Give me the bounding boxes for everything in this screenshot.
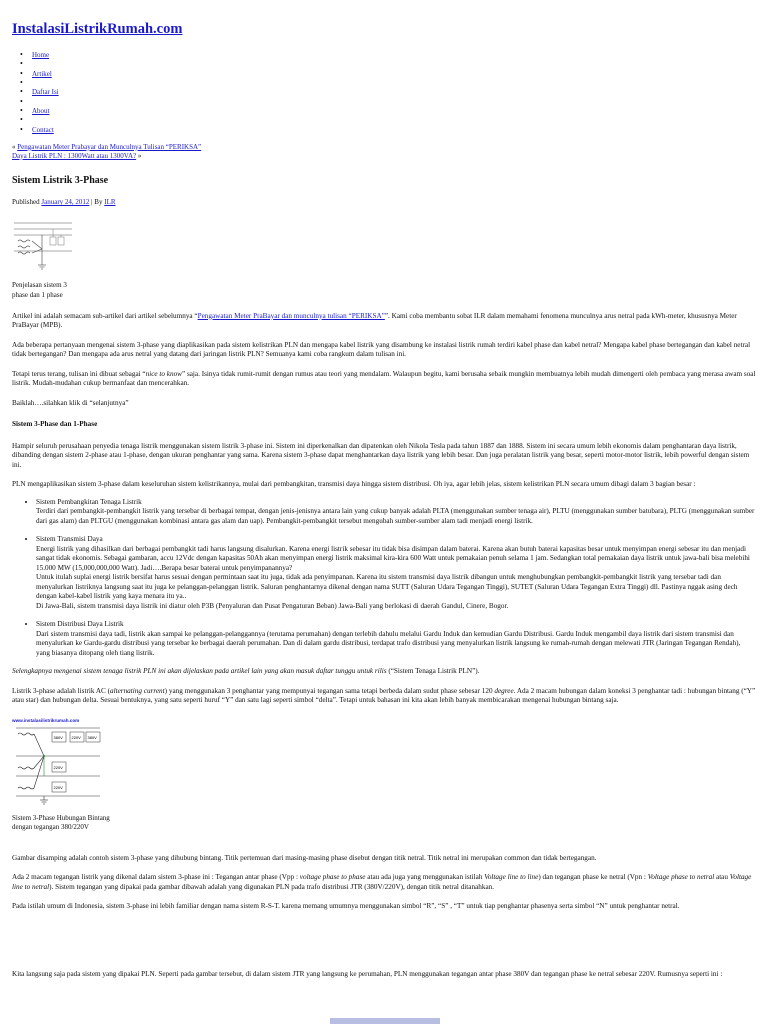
list-item-body: Untuk itulah suplai energi listrik bersifat harus sesuai dengan permintaan saat itu juga, tidak ada penyimpanan. Karena itu sistem transmisi daya listrik dibangun untuk menghubungkan pembangkit-pembangkit listrik yang tersebar tadi dan menyalurkan listriknya langsung saat itu juga ke pelanggan-pelanggan listrik. Saluran penghantarnya dikenal dengan nama SUTT (Saluran Udara Tegangan Tinggi), SUTET (Saluran Udara Tegangan Extra Tinggi) dll. Pastinya nggak asing dech dengan kabel-kabel listrik yang kaya menara itu ya.. xyxy=(36,573,738,601)
next-suffix: » xyxy=(136,151,142,160)
text-post: ” saja. Isinya tidak rumit-rumit dengan rumus atau teori yang mendalam. Walaupun begitu, kami berusaha sebaik mungkin membuatnya lebih mudah dimengerti oleh pembaca yang merasa awam soal listrik. Mudah-mudahan cukup bermanfaat dan mencerahkan. xyxy=(12,369,756,388)
nav-item[interactable] xyxy=(20,70,756,79)
paragraph: Hampir seluruh perusahaan penyedia tenaga listrik menggunakan sistem listrik 3-phase ini. Sistem ini diperkenalkan dan dipatenkan oleh Nikola Tesla pada tahun 1887 dan 1888. Sistem ini secara umum lebih ekonomis dalam penghantaran daya listrik, dibanding dengan sistem 2-phase atau 1-phase, dengan ukuran penghantar yang sama. Karena sistem 3-phase dapat menghantarkan daya listrik yang lebih besar. Dan juga peralatan listrik yang besar, seperti motor-motor listrik, lebih powerful dengan sistem ini. xyxy=(12,441,750,469)
intro-link[interactable]: Pengawatan Meter PraBayar dan munculnya tulisan “PERIKSA” xyxy=(197,311,385,320)
nav-item[interactable] xyxy=(20,51,756,60)
section-heading: Sistem 3-Phase dan 1-Phase xyxy=(12,420,98,429)
paragraph: Kita langsung saja pada sistem yang dipakai PLN. Seperti pada gambar tersebut, di dalam sistem JTR yang langsung ke perumahan, PLN menggunakan tegangan antar phase 380V dan tegangan phase ke netral sebesar 220V. Rumusnya seperti ini : xyxy=(12,969,723,978)
three-phase-diagram-image[interactable] xyxy=(12,221,74,271)
nav-link[interactable]: Daftar Isi xyxy=(32,88,59,97)
pln-system-list xyxy=(12,498,756,659)
meta-by: | By xyxy=(89,198,105,207)
list-item-body: Dari sistem transmisi daya tadi, listrik akan sampai ke pelanggan-pelanggannya (terutama perumahan) dengan terlebih dahulu melalui Gardu Induk dan kemudian Gardu Distribusi. Gardu Induk mengambil daya listrik dari sistem transmisi dan menyalurkan ke Gardu-gardu distribusi yang tersebar ke berbagai daerah perumahan. Dan di dalam gardu distribusi, terdapat trafo distribusi yang menyalurkan listrik langsung ke rumah-rumah dengan melewati JTR (Jaringan Tegangan Rendah), yang biasanya ditopang oleh tiang listrik. xyxy=(36,629,741,657)
nav-link[interactable]: Contact xyxy=(32,125,54,134)
post-navigation xyxy=(12,143,756,161)
text-em: Voltage line to netral xyxy=(12,873,752,891)
list-item-title: • Sistem Transmisi Daya xyxy=(36,535,103,544)
paragraph xyxy=(12,667,756,677)
list-item xyxy=(36,498,756,527)
figure-caption: Sistem 3-Phase Hubungan Bintang dengan tegangan 380/220V xyxy=(12,813,110,831)
nav-item xyxy=(20,79,756,88)
intro-paragraph xyxy=(12,312,756,331)
intro-pre: Artikel ini adalah semacam sub-artikel dari artikel sebelumnya “ xyxy=(12,311,198,320)
text-pre: Ada 2 macam tegangan listrik yang dikenal dalam sistem 3-phase ini : Tegangan antar phase (Vpp : xyxy=(12,873,300,882)
site-title-link[interactable]: InstalasiListrikRumah.com xyxy=(12,21,183,37)
list-item-body: Di Jawa-Bali, sistem transmisi daya listrik ini diatur oleh P3B (Penyaluran dan Pusat Pengaturan Beban) Jawa-Bali yang berlokasi di daerah Gandul, Cinere, Bogor. xyxy=(36,601,509,610)
meta-author-link[interactable]: ILR xyxy=(104,198,116,207)
star-connection-diagram-svg xyxy=(12,716,104,808)
meta-date-link[interactable]: January 24, 2012 xyxy=(41,198,90,207)
paragraph xyxy=(12,873,756,892)
text-mid: atau xyxy=(714,873,730,882)
article-title: Sistem Listrik 3-Phase xyxy=(12,174,109,186)
nav-link[interactable]: Home xyxy=(32,51,50,60)
voltage-label: 380V xyxy=(87,734,97,740)
next-post-link[interactable]: Daya Listrik PLN : 1300Watt atau 1300VA? xyxy=(12,151,137,160)
star-connection-diagram-image[interactable] xyxy=(12,716,104,808)
list-item-title: • Sistem Pembangkitan Tenaga Listrik xyxy=(36,497,142,506)
paragraph xyxy=(12,687,756,706)
text-em: Voltage line to line xyxy=(484,873,539,882)
voltage-label: 380V xyxy=(53,734,63,740)
diagram-watermark: www.instalasilistrikrumah.com xyxy=(12,717,80,723)
paragraph xyxy=(12,370,756,389)
text-em: alternating current xyxy=(110,686,165,695)
cropped-image-edge xyxy=(330,1018,440,1024)
list-item-title: • Sistem Distribusi Daya Listrik xyxy=(36,620,124,629)
list-item xyxy=(36,620,756,658)
text-mid: ) dan tegangan phase ke netral (Vpn : xyxy=(538,873,648,882)
list-item-body: Energi listrik yang dihasilkan dari berbagai pembangkit tadi harus langsung disalurkan. Karena energi listrik sebesar itu tidak bisa disimpan dalam baterai. Karena akan butuh baterai kapasitas besar untuk menyimpan energi sebesar itu dan menjadi sangat tidak ekonomis. Sebagai gambaran, accu 12Vdc dengan kapasitas 50Ah akan menyimpan energi listrik maksimal kira-kira 600 Watt untuk pemakaian penuh selama 1 jam. Sedangkan total pemakaian daya listrik untuk jawa-bali bisa melebihi 15.000 MW (15,000,000,000 Watt). Jadi….Berapa besar baterai untuk penyimpanannya? xyxy=(36,544,750,572)
paragraph: Ada beberapa pertanyaan mengenai sistem 3-phase yang diaplikasikan pada sistem kelistrikan PLN dan mengapa kabel listrik yang disambung ke instalasi listrik rumah terdiri kabel phase dan kabel netral? Mengapa kabel phase bertegangan dan kabel netral tidak bertegangan? Dan mengapa ada arus netral yang datang dari jaringan listrik PLN? Semuanya kami coba rangkum dalam tulisan ini. xyxy=(12,340,751,359)
three-phase-diagram-svg xyxy=(12,221,74,271)
nav-link[interactable]: Artikel xyxy=(32,69,52,78)
article-meta xyxy=(12,198,756,207)
main-nav xyxy=(12,51,756,135)
text-em: Selengkapnya mengenai sistem tenaga listrik PLN ini akan dijelaskan pada artikel lain yang akan masuk daftar tunggu untuk rilis xyxy=(12,667,387,676)
text-em: degree xyxy=(494,686,514,695)
text-mid: ) yang menggunakan 3 penghantar yang mempunyai tegangan sama tetapi berbeda dalam sudut phase sebesar 120 xyxy=(164,686,495,695)
list-item xyxy=(36,535,756,611)
paragraph: Gambar disamping adalah contoh sistem 3-phase yang dihubung bintang. Titik pertemuan dari masing-masing phase disebut dengan titik netral. Titik netral ini merupakan common dan tidak bertegangan. xyxy=(12,853,597,862)
paragraph: PLN mengaplikasikan sistem 3-phase dalam keseluruhan sistem kelistrikannya, mulai dari pembangkitan, transmisi daya hingga sistem distribusi. Oh iya, agar lebih jelas, sistem kelistrikan PLN secara umum dibagi dalam 3 bagian besar : xyxy=(12,480,696,489)
voltage-label: 220V xyxy=(53,764,63,770)
meta-published: Published xyxy=(12,198,42,207)
prev-prefix: « xyxy=(12,142,18,151)
voltage-label: 220V xyxy=(53,784,63,790)
nav-link[interactable]: About xyxy=(32,106,50,115)
text-post: . Ada 2 macam hubungan dalam koneksi 3 penghantar tadi : hubungan bintang (“Y” atau star) dan hubungan delta. Sesuai bentuknya, yang satu seperti huruf “Y” dan satu lagi seperti simbol “delta”. Tetapi untuk bahasan ini kita akan lebih banyak membicarakan mengenai hubungan bintang saja. xyxy=(12,686,756,705)
list-item-body: Terdiri dari pembangkit-pembangkit listrik yang tersebar di berbagai tempat, dengan jenis-jenisnya antara lain yang cukup banyak adalah PLTA (menggunakan sumber tenaga air), PLTU (menggunakan sumber batubara), PLTG (menggunakan sumber dari gas alam) dan PLTGU (menggunakan kombinasi antara gas alam dan uap). Pembangkit-pembangkit tersebut mengubah sumber-sumber alam tadi menjadi energi listrik. xyxy=(36,507,755,525)
text-em: nice to know xyxy=(145,369,182,378)
voltage-label: 220V xyxy=(71,734,81,740)
text-em: Voltage phase to netral xyxy=(647,873,715,882)
text-post: ). Sistem tegangan yang dipakai pada gambar dibawah adalah yang digunakan PLN pada trafo distribusi JTR (380V/220V), dengan titik netral ditanahkan. xyxy=(49,882,495,891)
paragraph: Baiklah….silahkan klik di “selanjutnya” xyxy=(12,398,129,407)
prev-post-link[interactable]: Pengawatan Meter Prabayar dan Munculnya Tulisan “PERIKSA” xyxy=(17,142,202,151)
nav-item[interactable] xyxy=(20,107,756,116)
figure-caption: Penjelasan sistem 3 phase dan 1 phase xyxy=(12,281,67,299)
nav-item xyxy=(20,116,756,125)
nav-item xyxy=(20,98,756,107)
text-pre: Tetapi terus terang, tulisan ini dibuat sebagai “ xyxy=(12,369,146,378)
text-pre: Listrik 3-phase adalah listrik AC ( xyxy=(12,686,111,695)
nav-item xyxy=(20,60,756,69)
text-em: voltage phase to phase xyxy=(299,873,366,882)
text-post: (“Sistem Tenaga Listrik PLN”). xyxy=(386,667,480,676)
text-mid: atau ada juga yang menggunakan istilah xyxy=(365,873,485,882)
intro-post: ”. Kami coba membantu sobat ILR dalam memahami fenomena munculnya arus netral pada kWh-meter, khususnya Meter PraBayar (MPB). xyxy=(12,311,737,330)
nav-item[interactable] xyxy=(20,126,756,135)
nav-item[interactable] xyxy=(20,88,756,97)
paragraph: Pada istilah umum di Indonesia, sistem 3-phase ini lebih familiar dengan nama sistem R-S-T. karena memang umumnya menggunakan simbol “R”, “S” , “T” untuk tiap penghantar phasenya serta simbol “N” untuk penghantar netral. xyxy=(12,902,680,911)
